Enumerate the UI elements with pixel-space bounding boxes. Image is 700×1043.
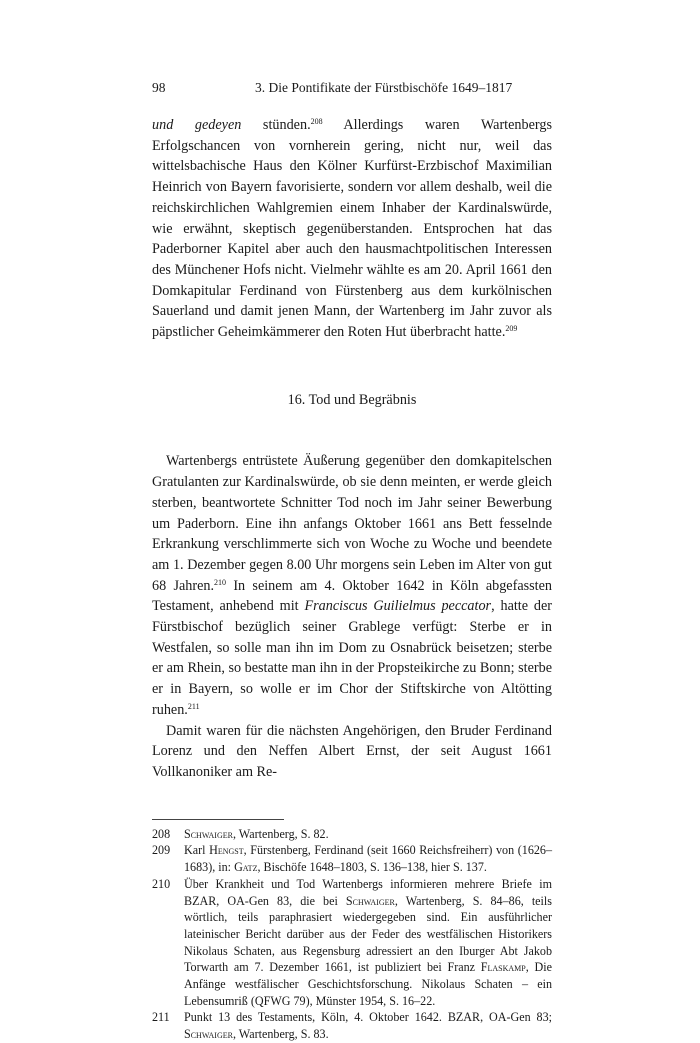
paragraph-3: Damit waren für die nächsten Angehörigen, den Bruder Ferdinand Lorenz und den Neffen Albert Ernst, der seit August 1661 Vollkanoniker am Re- bbox=[152, 722, 552, 780]
italic-phrase: und gedeyen bbox=[152, 117, 242, 133]
text-span: In seinem am 4. Oktober 1642 in Köln abgefassten Testament, anhebend mit bbox=[152, 577, 552, 615]
text-span: Über Krankheit und Tod Wartenbergs informieren mehrere Briefe im BZAR, OA-Gen 83, die bei bbox=[184, 876, 552, 908]
text-span: , Wartenberg, S. 82. bbox=[232, 826, 329, 841]
author-name: Schwaiger bbox=[345, 893, 395, 908]
footnote-208 bbox=[152, 826, 552, 843]
text-span: Wartenbergs entrüstete Äußerung gegenüber den domkapitelschen Gratulanten zur Kardinalswürde, ob sie denn meinten, er werde gleich sterben, beantwortete Schnitter Tod noch im Jahr seiner Bewerbung um Paderborn. Eine ihn anfangs Oktober 1661 ans Bett fesselnde Erkrankung verschlimmerte sich von Woche zu Woche und beendete am 1. Dezember gegen 8.00 Uhr morgens sein Leben im Alter von gut 68 Jahren. bbox=[152, 453, 552, 594]
page-number: 98 bbox=[152, 80, 166, 95]
footnote-ref-211[interactable]: 211 bbox=[187, 701, 200, 711]
footnote-divider bbox=[152, 819, 284, 820]
footnote-number: 210 bbox=[152, 876, 171, 891]
running-title: 3. Die Pontifikate der Fürstbischöfe 1649–1817 bbox=[255, 80, 513, 95]
author-name: Schwaiger bbox=[184, 1027, 233, 1042]
footnote-ref-210[interactable]: 210 bbox=[214, 577, 227, 587]
footnote-number: 209 bbox=[152, 843, 171, 858]
text-span: , hatte der Fürstbischof bezüglich seiner Grablege verfügt: Sterbe er in Westfalen, so solle man ihn im Dom zu Osnabrück beisetzen; sterbe er am Rhein, so bestatte man ihn in der Propsteikirche zu Bonn; sterbe er in Bayern, so wolle er im Chor der Stiftskirche von Altötting ruhen. bbox=[152, 598, 553, 718]
text-span: , Die Anfänge westfälischer Geschichtsforschung. Nikolaus Schaten – ein Lebensumriß (QFWG 79), Münster 1954, S. 16–22. bbox=[184, 960, 552, 1008]
footnote-ref-208[interactable]: 208 bbox=[310, 117, 323, 126]
text-span: , Bischöfe 1648–1803, S. 136–138, hier S. 137. bbox=[257, 860, 487, 875]
paragraph-1 bbox=[152, 115, 552, 343]
footnote-210 bbox=[152, 876, 552, 1010]
main-text bbox=[152, 115, 552, 783]
author-name: Gatz bbox=[234, 860, 258, 875]
footnote-number: 211 bbox=[152, 1010, 170, 1025]
footnote-number: 208 bbox=[152, 826, 171, 841]
author-name: Flaskamp bbox=[480, 960, 526, 975]
author-name: Hengst bbox=[209, 843, 244, 858]
text-span: , Wartenberg, S. 83. bbox=[232, 1027, 329, 1042]
section-heading: 16. Tod und Begräbnis bbox=[287, 391, 417, 408]
footnote-211 bbox=[152, 1009, 552, 1042]
text-span: Punkt 13 des Testaments, Köln, 4. Oktober 1642. BZAR, OA-Gen 83; bbox=[184, 1010, 552, 1025]
footnotes bbox=[152, 826, 552, 1043]
text-span: , Wartenberg, S. 84–86, teils wörtlich, teils paraphrasiert wiedergegeben sind. Ein ausführlicher lateinischer Bericht darüber aus der Feder des westfälischen Historikers Nikolaus Schaten, aus Regensburg adressiert an den Iburger Abt Jakob Torwarth am 7. Dezember 1661, ist publiziert bei Franz bbox=[184, 893, 552, 975]
page bbox=[152, 80, 552, 1043]
italic-phrase: Franciscus Guilielmus peccator bbox=[304, 598, 492, 615]
footnote-209 bbox=[152, 842, 552, 875]
author-name: Schwaiger bbox=[184, 826, 233, 841]
paragraph-2 bbox=[152, 451, 552, 720]
text-span: stünden. bbox=[241, 117, 311, 133]
footnote-ref-209[interactable]: 209 bbox=[505, 324, 518, 334]
text-span: Allerdings waren Wartenbergs Erfolgschancen von vornherein gering, nicht nur, weil das wittelsbachische Haus den Kölner Kurfürst-Erzbischof Maximilian Heinrich von Bayern favorisierte, sondern vor allem deshalb, weil die reichskirchlichen Wahlgremien einem Inhaber der Kardinalswürde, wie erwähnt, skeptisch gegenüberstanden. Entsprochen hat das Paderborner Kapitel aber auch den hausmachtpolitischen Interessen des Münchener Hofs nicht. Vielmehr wählte es am 20. April 1661 den Domkapitular Ferdinand von Fürstenberg aus dem kurkölnischen Sauerland und damit jenen Mann, der Wartenberg im Jahr zuvor als päpstlicher Geheimkämmerer den Roten Hut überbracht hatte. bbox=[152, 117, 552, 341]
running-header bbox=[152, 80, 552, 100]
text-span: Karl bbox=[184, 843, 210, 858]
text-span: , Fürstenberg, Ferdinand (seit 1660 Reichsfreiherr) von (1626–1683), in: bbox=[184, 843, 553, 875]
